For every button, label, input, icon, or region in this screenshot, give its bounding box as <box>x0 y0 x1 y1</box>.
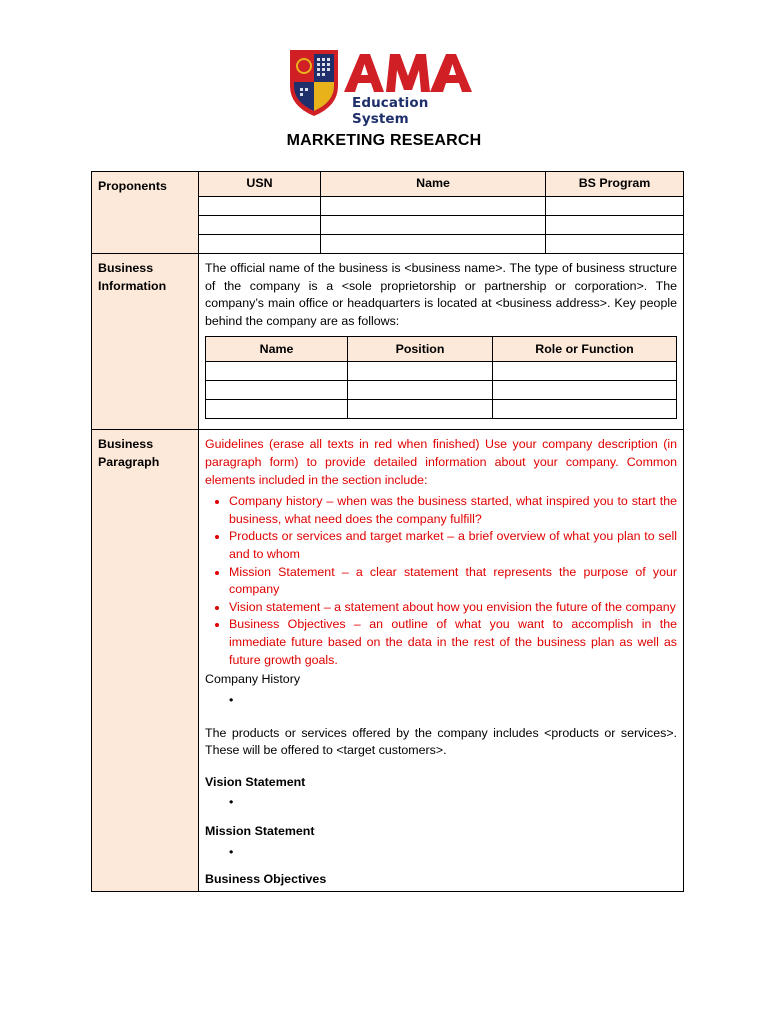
business-paragraph-cell <box>199 430 684 891</box>
name-field[interactable] <box>321 197 546 216</box>
role-field[interactable] <box>493 362 677 381</box>
vision-bullet[interactable]: • <box>229 795 234 810</box>
program-field[interactable] <box>546 235 684 254</box>
list-item: • Business Objectives – an outline of what you want to accomplish in the immediate future based on the data in the rest of the business plan as well as future growth goals. <box>229 616 677 669</box>
name-field[interactable] <box>321 216 546 235</box>
program-field[interactable] <box>546 197 684 216</box>
proponents-table <box>199 172 683 253</box>
company-history-bullet[interactable]: • <box>229 692 234 707</box>
business-info-label: Business Information <box>92 254 199 430</box>
list-item: • Company history – when was the business started, what inspired you to start the business, what need does the company fulfill? <box>229 493 677 528</box>
ama-logo <box>288 46 488 127</box>
business-info-text: The official name of the business is <business name>. The type of business structure of the company is a <sole proprietorship or partnership or corporation>. The company’s main office or headquarters is located at <business address>. Key people behind the company are as follows: <box>205 261 677 328</box>
table-row <box>206 400 677 419</box>
proponents-label: Proponents <box>92 172 199 254</box>
business-paragraph-label: Business Paragraph <box>92 430 199 891</box>
proponents-cell <box>199 172 684 254</box>
table-row <box>199 235 683 254</box>
header-position: Position <box>348 337 493 362</box>
guidelines-text: Guidelines (erase all texts in red when finished) Use your company description (in paragraph form) to provide detailed information about your company. Common elements included in the section include: <box>205 437 677 487</box>
document-title: MARKETING RESEARCH <box>286 132 482 149</box>
table-row <box>206 362 677 381</box>
person-name-field[interactable] <box>206 362 348 381</box>
table-row <box>199 197 683 216</box>
list-item: • Vision statement – a statement about how you envision the future of the company <box>229 599 677 617</box>
header-usn: USN <box>199 172 321 197</box>
person-name-field[interactable] <box>206 381 348 400</box>
guidelines-list <box>205 493 677 669</box>
header-bs-program: BS Program <box>546 172 684 197</box>
proponents-row <box>92 172 684 254</box>
position-field[interactable] <box>348 400 493 419</box>
vision-heading: Vision Statement <box>205 774 306 789</box>
mission-heading: Mission Statement <box>205 824 315 839</box>
position-field[interactable] <box>348 381 493 400</box>
objectives-heading: Business Objectives <box>205 872 327 887</box>
list-item: • Products or services and target market – a brief overview of what you plan to sell and to whom <box>229 528 677 563</box>
products-text: The products or services offered by the company includes <products or services>. These will be offered to <target customers>. <box>205 725 677 758</box>
business-paragraph-row <box>92 430 684 891</box>
header-name: Name <box>321 172 546 197</box>
usn-field[interactable] <box>199 216 321 235</box>
usn-field[interactable] <box>199 235 321 254</box>
business-info-row <box>92 254 684 430</box>
table-row <box>206 381 677 400</box>
header-role: Role or Function <box>493 337 677 362</box>
ama-wordmark <box>344 54 472 92</box>
key-people-table <box>205 336 677 419</box>
logo-subtitle: Education System <box>352 95 429 127</box>
table-row <box>199 216 683 235</box>
person-name-field[interactable] <box>206 400 348 419</box>
form-table <box>91 171 684 892</box>
name-field[interactable] <box>321 235 546 254</box>
company-history-heading: Company History <box>205 672 301 687</box>
list-item: • Mission Statement – a clear statement that represents the purpose of your company <box>229 564 677 599</box>
mission-bullet[interactable]: • <box>229 845 234 860</box>
position-field[interactable] <box>348 362 493 381</box>
role-field[interactable] <box>493 381 677 400</box>
usn-field[interactable] <box>199 197 321 216</box>
business-info-cell <box>199 254 684 430</box>
role-field[interactable] <box>493 400 677 419</box>
program-field[interactable] <box>546 216 684 235</box>
header-person-name: Name <box>206 337 348 362</box>
